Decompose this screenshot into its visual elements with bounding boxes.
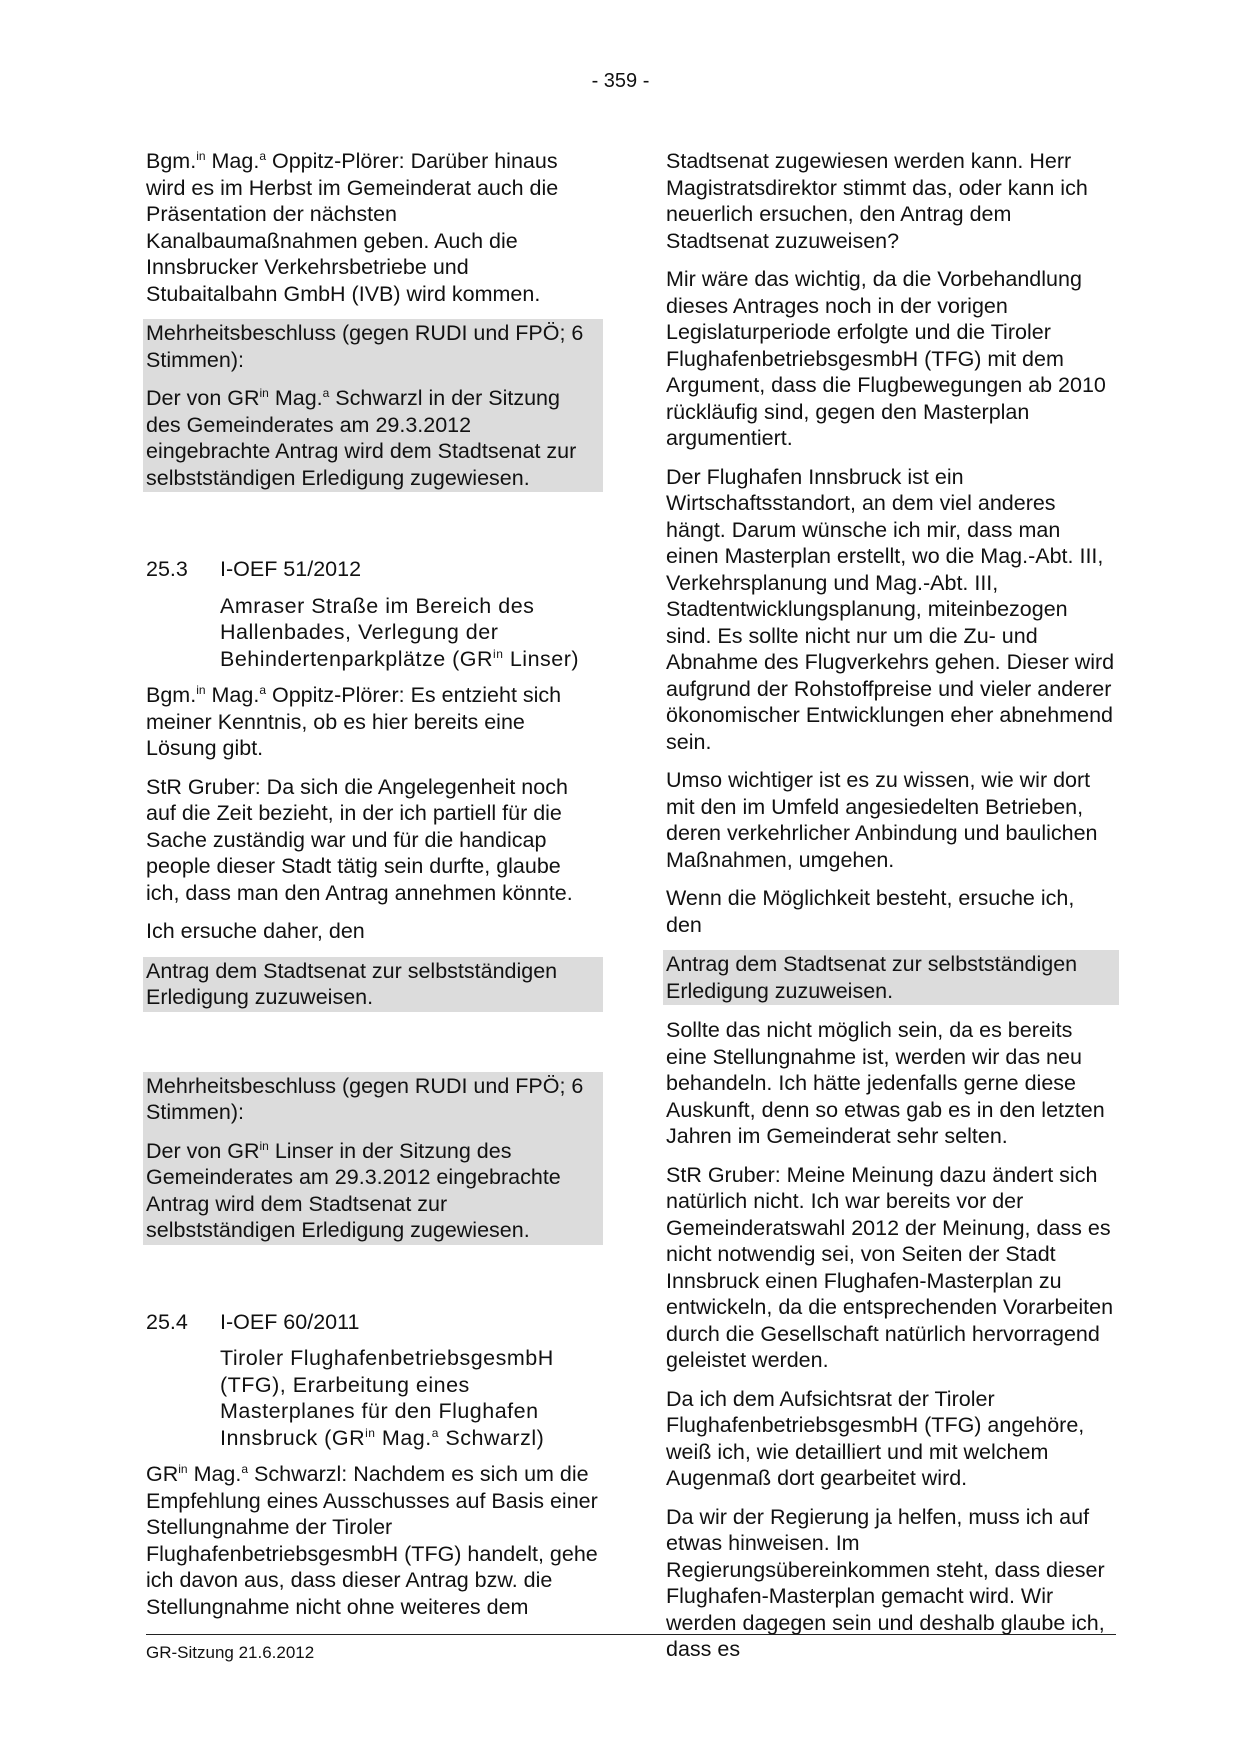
right-column — [666, 148, 1116, 1675]
paragraph: Der Flughafen Innsbruck ist ein Wirtschaftsstandort, an dem viel anderes hängt. Darum wünsche ich mir, dass man einen Masterplan erstellt, wo die Mag.-Abt. III, Verkehrsplanung und Mag.-Abt. III, Stadtentwicklungsplanung, miteinbezogen sind. Es sollte nicht nur um die Zu- und Abnahme des Flugverkehrs gehen. Dieser wird aufgrund der Rohstoffpreise und vieler anderer ökonomischer Entwicklungen eher abnehmend sein. — [666, 464, 1115, 754]
agenda-item-code: I-OEF 51/2012 — [220, 557, 362, 581]
resolution-box — [143, 319, 603, 492]
paragraph: Umso wichtiger ist es zu wissen, wie wir dort mit den im Umfeld angesiedelten Betrieben, deren verkehrlicher Anbindung und baulichen Maßnahmen, umgehen. — [666, 768, 1098, 872]
paragraph: Da ich dem Aufsichtsrat der Tiroler FlughafenbetriebsgesmbH (TFG) angehöre, weiß ich, wie detailliert und mit welchem Augenmaß dort gearbeitet wird. — [666, 1386, 1085, 1490]
agenda-item-header — [146, 556, 600, 583]
agenda-item-number: 25.4 — [146, 1309, 188, 1334]
agenda-item-code: I-OEF 60/2011 — [220, 1309, 360, 1334]
motion-box — [143, 957, 603, 1012]
footer: GR-Sitzung 21.6.2012 — [146, 1643, 315, 1662]
motion-text: Antrag dem Stadtsenat zur selbstständigen Erledigung zuzuweisen. — [146, 958, 558, 1009]
paragraph: StR Gruber: Meine Meinung dazu ändert sich natürlich nicht. Ich war bereits vor der Gemeinderatswahl 2012 der Meinung, dass es nicht notwendig sei, von Seiten der Stadt Innsbruck einen Flughafen-Masterplan zu entwickeln, da die entsprechenden Vorarbeiten durch die Gesellschaft natürlich hervorragend geleistet werden. — [666, 1162, 1114, 1372]
paragraph: $GR^{in}$ Mag.$^a$ Schwarzl: Nachdem es sich um die Empfehlung eines Ausschusses auf Basis einer Stellungnahme der Tiroler FlughafenbetriebsgesmbH (TFG) handelt, gehe ich davon aus, dass dieser Antrag bzw. die Stellungnahme nicht ohne weiteres dem — [146, 1461, 598, 1619]
resolution-vote: Mehrheitsbeschluss (gegen RUDI und FPÖ; 6 Stimmen): — [146, 321, 584, 372]
paragraph: Mir wäre das wichtig, da die Vorbehandlung dieses Antrages noch in der vorigen Legislaturperiode erfolgte und die Tiroler FlughafenbetriebsgesmbH (TFG) mit dem Argument, dass die Flugbewegungen ab 2010 rückläufig sind, gegen den Masterplan argumentiert. — [666, 267, 1106, 450]
motion-box — [663, 950, 1119, 1005]
paragraph: Bgm.$^{in}$ Mag.$^a$ Oppitz-Plörer: Es entzieht sich meiner Kenntnis, ob es hier bereits eine Lösung gibt. — [146, 682, 562, 760]
agenda-item-number: 25.3 — [146, 557, 188, 581]
paragraph: Stadtsenat zugewiesen werden kann. Herr Magistratsdirektor stimmt das, oder kann ich neuerlich ersuchen, den Antrag dem Stadtsenat zuzuweisen? — [666, 149, 1088, 253]
paragraph: StR Gruber: Da sich die Angelegenheit noch auf die Zeit bezieht, in der ich partiell für die Sache zuständig war und für die handicap people dieser Stadt tätig sein durfte, glaube ich, dass man den Antrag annehmen könnte. — [146, 774, 573, 905]
resolution-box — [143, 1072, 603, 1245]
paragraph: Bgm.$^{in}$ Mag.$^a$ Oppitz-Plörer: Darüber hinaus wird es im Herbst im Gemeinderat auch die Präsentation der nächsten Kanalbaumaßnahmen geben. Auch die Innsbrucker Verkehrsbetriebe und Stubaitalbahn GmbH (IVB) wird kommen. — [146, 148, 559, 306]
paragraph: Ich ersuche daher, den — [146, 919, 365, 943]
motion-text: Antrag dem Stadtsenat zur selbstständigen Erledigung zuzuweisen. — [666, 952, 1078, 1003]
paragraph: Da wir der Regierung ja helfen, muss ich auf etwas hinweisen. Im Regierungsübereinkommen steht, dass dieser Flughafen-Masterplan gemacht wird. Wir werden dagegen sein und deshalb glaube ich, dass es — [666, 1504, 1105, 1661]
footer-rule — [146, 1634, 1116, 1635]
paragraph: Wenn die Möglichkeit besteht, ersuche ich, den — [666, 886, 1075, 937]
agenda-item-header — [146, 1309, 600, 1336]
left-column — [146, 148, 600, 1632]
resolution-vote: Mehrheitsbeschluss (gegen RUDI und FPÖ; 6 Stimmen): — [146, 1073, 584, 1124]
agenda-item-title: Tiroler FlughafenbetriebsgesmbH (TFG), Erarbeitung eines Masterplanes für den Flughafen Innsbruck ($GR^{in}$ Mag.$^a$ Schwarzl) — [220, 1346, 554, 1450]
agenda-item-title: Amraser Straße im Bereich des Hallenbades, Verlegung der Behindertenparkplätze ($GR^{in}$ Linser) — [220, 593, 580, 671]
resolution-text: Der von $GR^{in}$ Linser in der Sitzung des Gemeinderates am 29.3.2012 eingebrachte Antrag wird dem Stadtsenat zur selbstständigen Erledigung zugewiesen. — [146, 1138, 561, 1242]
paragraph: Sollte das nicht möglich sein, da es bereits eine Stellungnahme ist, werden wir das neu behandeln. Ich hätte jedenfalls gerne diese Auskunft, denn so etwas gab es in den letzten Jahren im Gemeinderat sehr selten. — [666, 1018, 1105, 1148]
resolution-text: Der von $GR^{in}$ Mag.$^a$ Schwarzl in der Sitzung des Gemeinderates am 29.3.2012 eingebrachte Antrag wird dem Stadtsenat zur selbstständigen Erledigung zugewiesen. — [146, 385, 577, 490]
page-number: - 359 - — [591, 70, 650, 92]
